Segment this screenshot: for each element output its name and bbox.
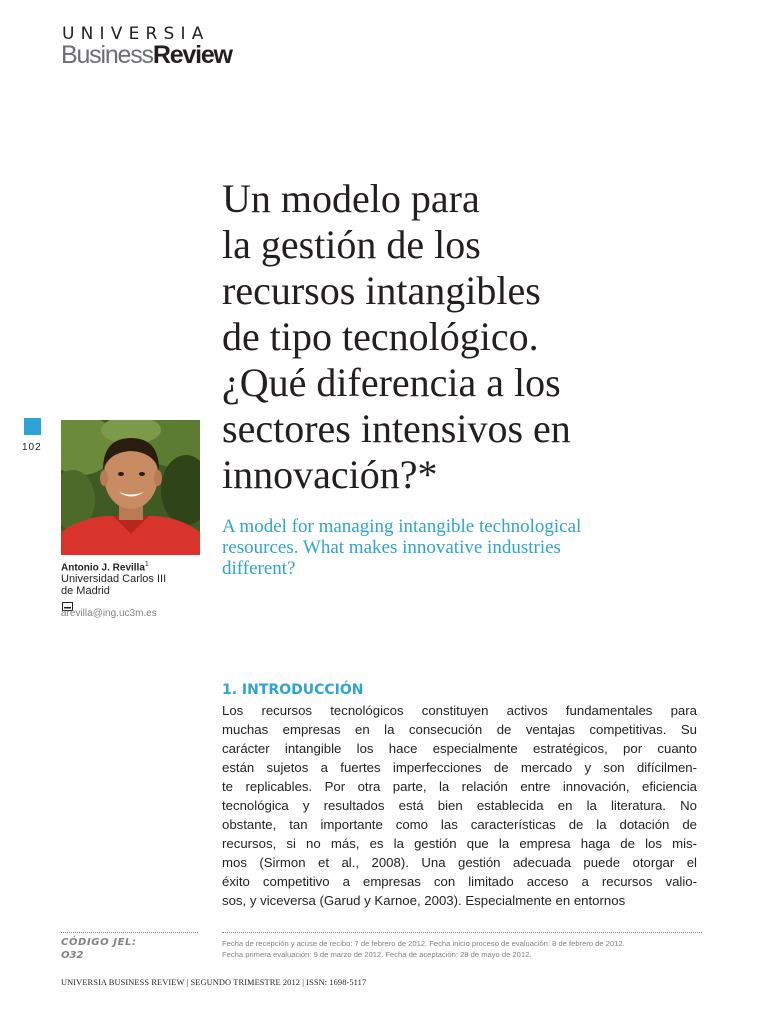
article-title	[222, 176, 742, 498]
body-line: mos (Sirmon et al., 2008). Una gestión adecuada puede otorgar el	[222, 855, 697, 870]
title-line: recursos intangibles	[222, 268, 541, 313]
subtitle-line: different?	[222, 558, 296, 579]
author-footnote-mark: 1	[144, 561, 149, 568]
body-line: recursos, si no más, es la gestión que la empresa haga de los mis-	[222, 836, 697, 851]
affiliation-line: de Madrid	[61, 585, 110, 597]
title-line: innovación?*	[222, 452, 438, 497]
section-heading: 1. INTRODUCCIÓN	[222, 682, 364, 698]
jel-code: O32	[61, 950, 84, 961]
divider	[61, 932, 198, 933]
author-affiliation	[61, 573, 166, 597]
body-line: te replicables. Por otra parte, la relación entre innovación, eficiencia	[222, 779, 697, 794]
author-photo	[61, 420, 200, 555]
english-title	[222, 516, 722, 579]
body-line: obstante, tan importante como las características de la dotación de	[222, 817, 697, 832]
body-line: sos, y viceversa (Garud y Karnoe, 2003). Especialmente en entornos	[222, 893, 626, 908]
mail-icon	[62, 598, 73, 607]
divider	[222, 932, 702, 933]
affiliation-line: Universidad Carlos III	[61, 573, 167, 585]
jel-label: CÓDIGO JEL:	[61, 937, 137, 948]
title-line: sectores intensivos en	[222, 406, 571, 451]
dates-line: Fecha de recepción y acuse de recibo: 7 de febrero de 2012. Fecha inicio proceso de evaluación: 8 de febrero de 2012.	[222, 939, 625, 948]
title-line: ¿Qué diferencia a los	[222, 360, 561, 405]
logo-business-review	[61, 40, 232, 70]
title-line: Un modelo para	[222, 176, 480, 221]
journal-footer: UNIVERSIA BUSINESS REVIEW | SEGUNDO TRIMESTRE 2012 | ISSN: 1698-5117	[61, 978, 367, 987]
body-line: están sujetos a fuertes imperfecciones de mercado y son difícilmen-	[222, 760, 697, 775]
body-line: Los recursos tecnológicos constituyen activos fundamentales para	[222, 703, 697, 718]
title-line: de tipo tecnológico.	[222, 314, 539, 359]
body-line: muchas empresas en la consecución de ventajas competitivas. Su	[222, 722, 697, 737]
title-line: la gestión de los	[222, 222, 481, 267]
subtitle-line: A model for managing intangible technological	[222, 516, 582, 537]
dates-line: Fecha primera evaluación: 9 de marzo de 2012. Fecha de aceptación: 28 de mayo de 2012.	[222, 950, 532, 959]
subtitle-line: resources. What makes innovative industries	[222, 537, 561, 558]
review-dates	[222, 938, 625, 960]
page-number: 102	[22, 442, 42, 453]
author-email[interactable]: arevilla@ing.uc3m.es	[61, 608, 157, 619]
logo-business-word: Business	[61, 41, 153, 69]
body-line: carácter intangible los hace especialmente estratégicos, por cuanto	[222, 741, 697, 756]
logo-review-word: Review	[152, 41, 232, 69]
author-name: Antonio J. Revilla$^1$	[61, 561, 149, 574]
page-marker-square	[24, 418, 41, 435]
logo-universia: UNIVERSIA	[62, 24, 210, 44]
body-line: tecnológica y resultados está bien establecida en la literatura. No	[222, 798, 697, 813]
body-paragraph	[222, 701, 697, 910]
body-line: éxito competitivo a empresas con limitado acceso a recursos valio-	[222, 874, 697, 889]
